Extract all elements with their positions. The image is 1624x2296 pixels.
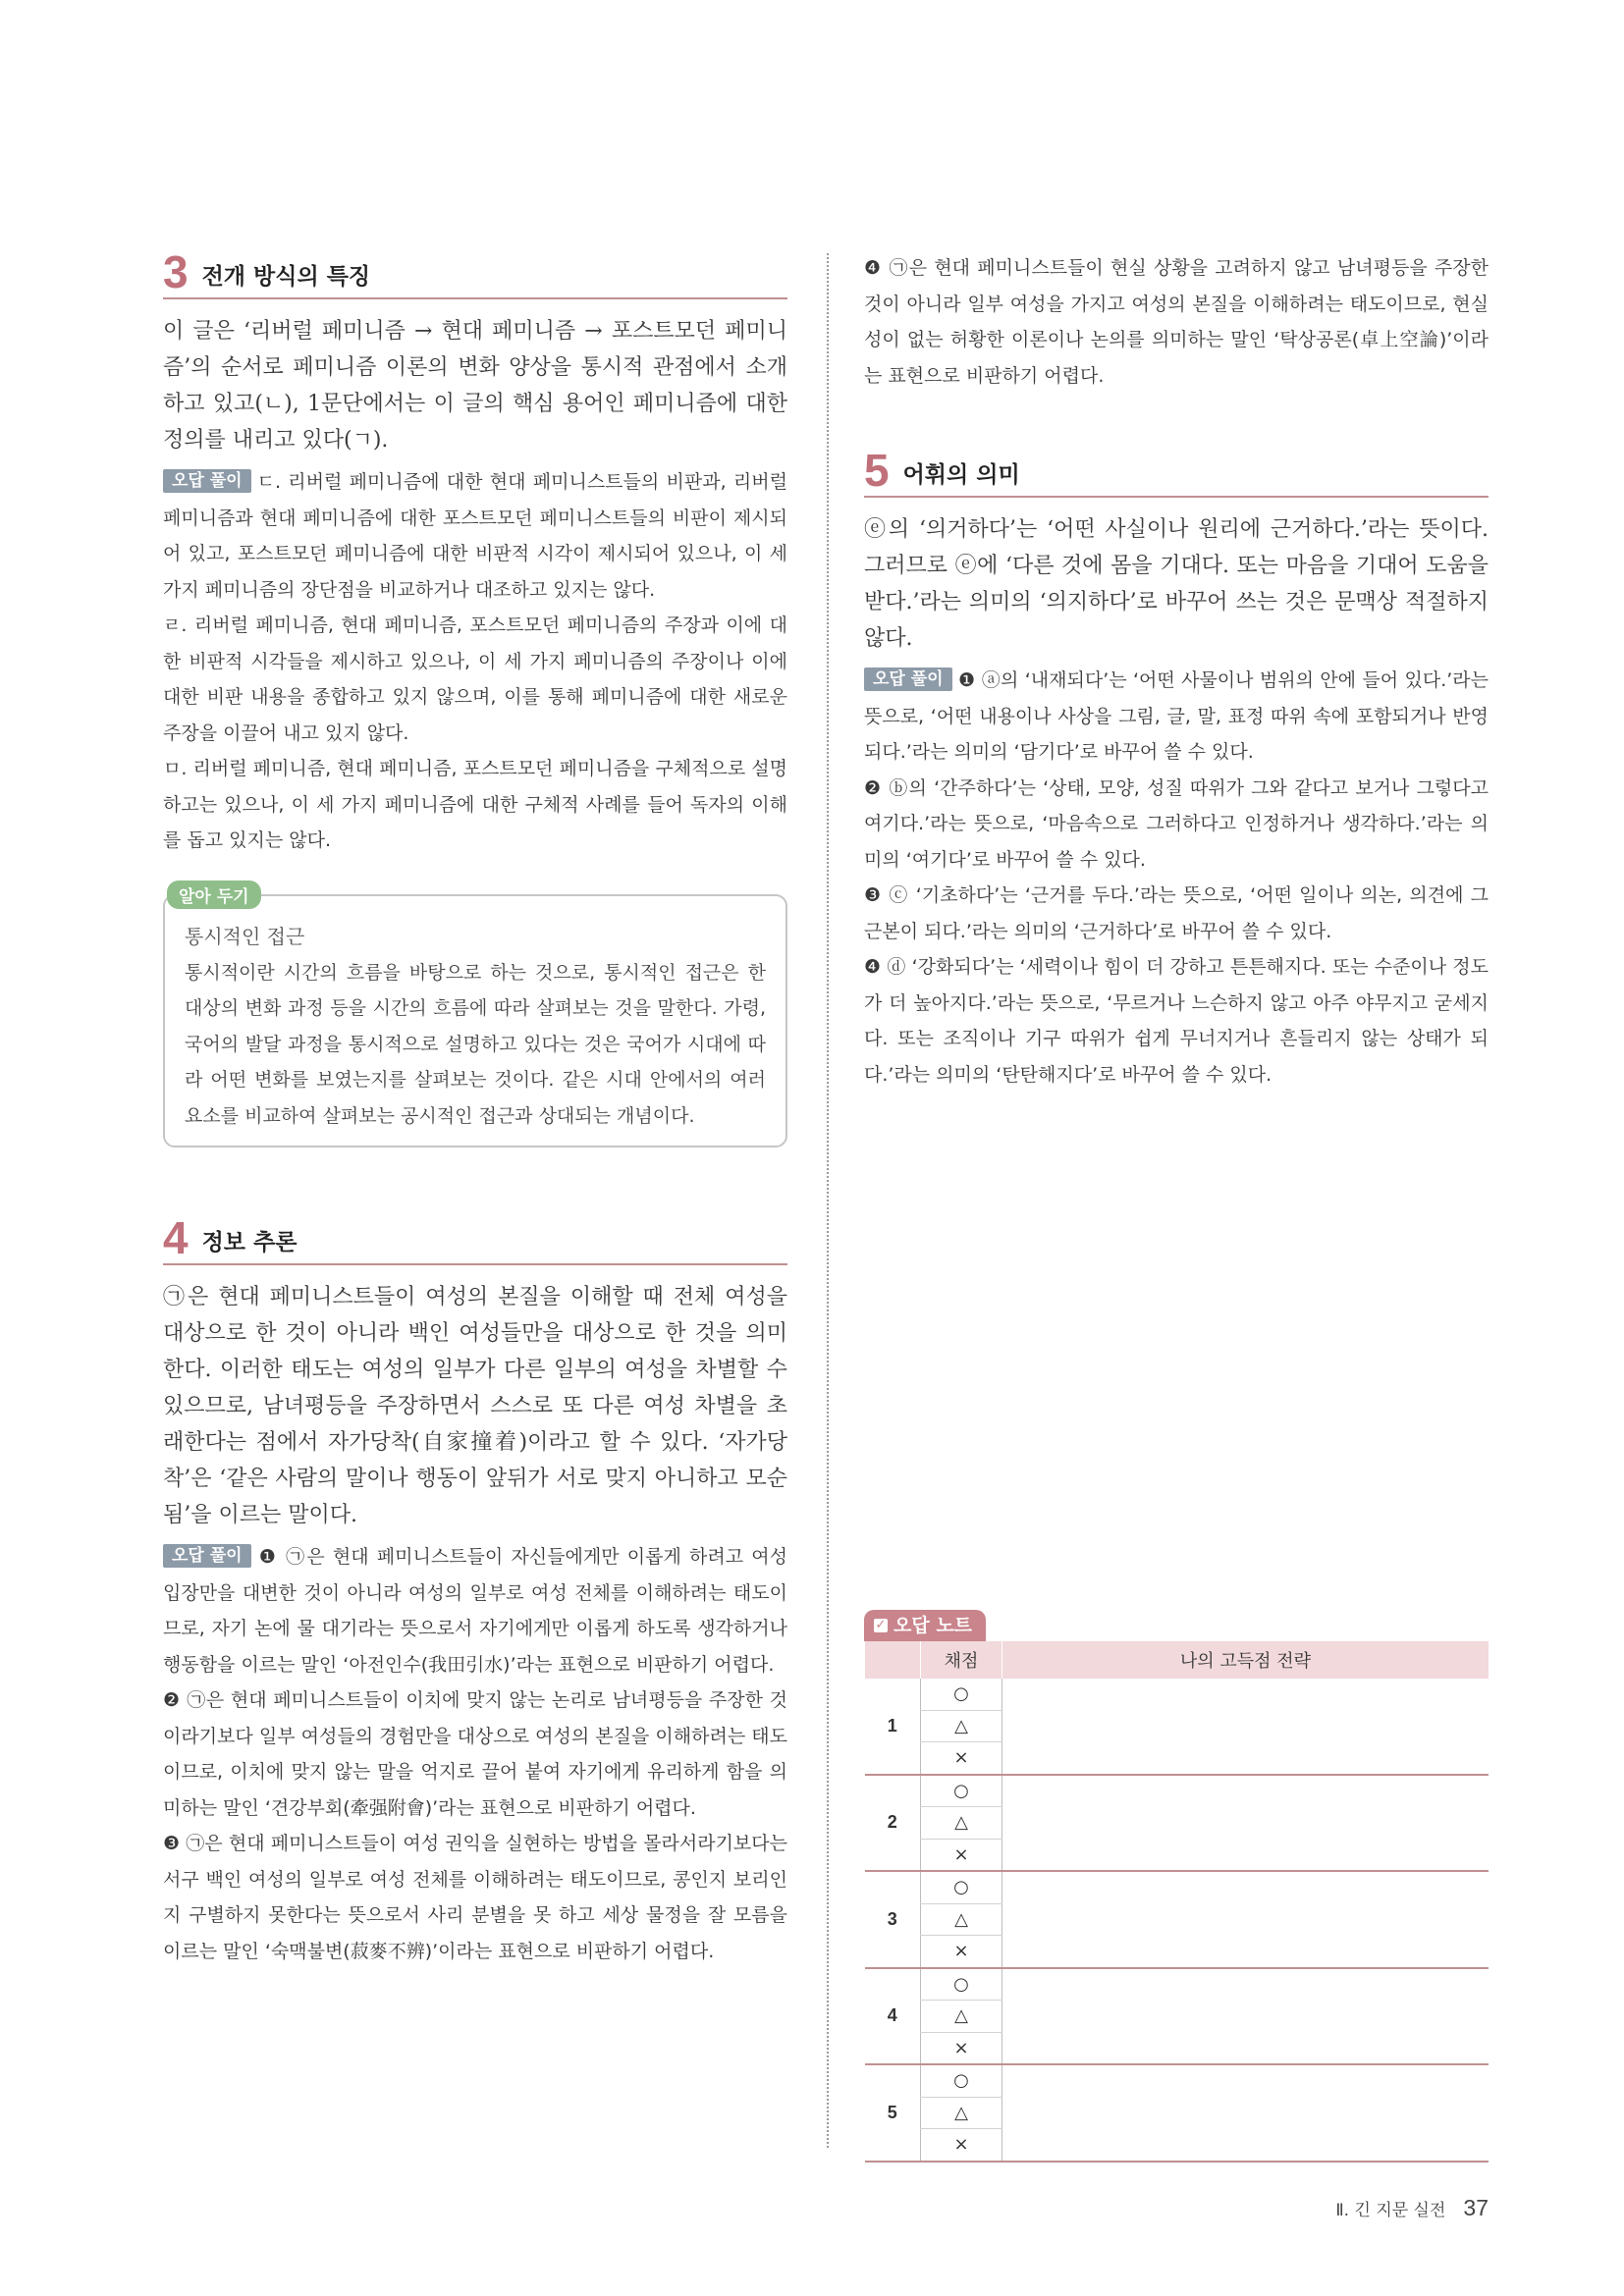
tip-box-body bbox=[163, 894, 787, 1148]
chapter-label: Ⅱ. 긴 지문 실전 bbox=[1335, 2201, 1446, 2220]
wrong-answer-badge: 오답 풀이 bbox=[163, 1544, 251, 1568]
column-header-strategy: 나의 고득점 전략 bbox=[1002, 1641, 1489, 1679]
right-column bbox=[864, 250, 1489, 1093]
section-3-body: 이 글은 ‘리버럴 페미니즘 → 현대 페미니즘 → 포스트모던 페미니즘’의 순서로 페미니즘 이론의 변화 양상을 통시적 관점에서 소개하고 있고(ㄴ), 1문단에서는 이 글의 핵심 용어인 페미니즘에 대한 정의를 내리고 있다(ㄱ). bbox=[163, 319, 787, 453]
score-mark-option[interactable]: ○ bbox=[921, 1871, 1002, 1903]
table-row bbox=[865, 2064, 1489, 2097]
score-mark-option[interactable]: △ bbox=[921, 2097, 1002, 2129]
tip-title: 통시적인 접근 bbox=[185, 924, 305, 948]
strategy-cell[interactable] bbox=[1002, 1968, 1489, 2065]
strategy-cell[interactable] bbox=[1002, 1871, 1489, 1968]
score-mark-option[interactable]: × bbox=[921, 1839, 1002, 1871]
section-title: 어휘의 의미 bbox=[902, 462, 1020, 488]
tip-box bbox=[163, 886, 787, 1148]
section-4-explanation bbox=[163, 1539, 787, 1969]
section-5-header bbox=[864, 445, 1489, 498]
score-mark-option[interactable]: △ bbox=[921, 1903, 1002, 1936]
score-mark-option[interactable]: × bbox=[921, 2129, 1002, 2162]
wrong-answer-badge: 오답 풀이 bbox=[163, 469, 251, 493]
score-mark-option[interactable]: △ bbox=[921, 1710, 1002, 1742]
question-number: 5 bbox=[865, 2064, 921, 2162]
review-note bbox=[864, 1610, 1489, 2163]
explanation-item: ㄹ. 리버럴 페미니즘, 현대 페미니즘, 포스트모던 페미니즘의 주장과 이에 대한 비판적 시각들을 제시하고 있으나, 이 세 가지 페미니즘의 주장이나 이에 대한 비판 내용을 종합하고 있지 않으며, 이를 통해 페미니즘에 대한 새로운 주장을 이끌어 내고 있지 않다. bbox=[163, 614, 787, 744]
review-note-tag bbox=[864, 1610, 986, 1641]
strategy-cell[interactable] bbox=[1002, 1775, 1489, 1872]
left-column bbox=[163, 246, 787, 1969]
strategy-cell[interactable] bbox=[1002, 1679, 1489, 1775]
tip-text: 통시적이란 시간의 흐름을 바탕으로 하는 것으로, 통시적인 접근은 한 대상의 변화 과정 등을 시간의 흐름에 따라 살펴보는 것을 말한다. 가령, 국어의 발달 과정을 통시적으로 설명하고 있다는 것은 국어가 시대에 따라 어떤 변화를 보였는지를 살펴보는 것이다. 같은 시대 안에서의 여러 요소를 비교하여 살펴보는 공시적인 접근과 상대되는 개념이다. bbox=[185, 961, 766, 1127]
section-number: 3 bbox=[163, 246, 189, 297]
page-number: 37 bbox=[1463, 2195, 1489, 2220]
table-row bbox=[865, 1871, 1489, 1903]
score-mark-option[interactable]: ○ bbox=[921, 1968, 1002, 2001]
explanation-item: ❶ ㉠은 현대 페미니스트들이 자신들에게만 이롭게 하려고 여성 입장만을 대변한 것이 아니라 여성의 일부로 여성 전체를 이해하려는 태도이므로, 자기 논에 물 대기라는 뜻으로서 자기에게만 이롭게 하도록 생각하거나 행동함을 이르는 말인 ‘아전인수(我田引水)’라는 표현으로 비판하기 어렵다. bbox=[163, 1546, 787, 1676]
score-mark-option[interactable]: △ bbox=[921, 2001, 1002, 2033]
section-title: 정보 추론 bbox=[201, 1230, 298, 1255]
explanation-item: ㄷ. 리버럴 페미니즘에 대한 현대 페미니스트들의 비판과, 리버럴 페미니즘과 현대 페미니즘에 대한 포스트모던 페미니스트들의 비판이 제시되어 있고, 포스트모던 페미니즘에 대한 비판적 시각이 제시되어 있으나, 이 세 가지 페미니즘의 장단점을 비교하거나 대조하고 있지는 않다. bbox=[163, 471, 787, 601]
explanation-item: ❸ ㉠은 현대 페미니스트들이 여성 권익을 실현하는 방법을 몰라서라기보다는 서구 백인 여성의 일부로 여성 전체를 이해하려는 태도이므로, 콩인지 보리인지 구별하지 못한다는 뜻으로서 사리 분별을 못 하고 세상 물정을 잘 모름을 이르는 말인 ‘숙맥불변(菽麥不辨)’이라는 표현으로 비판하기 어렵다. bbox=[163, 1833, 787, 1962]
explanation-item: ❷ ⓑ의 ‘간주하다’는 ‘상태, 모양, 성질 따위가 그와 같다고 보거나 그렇다고 여기다.’라는 뜻으로, ‘마음속으로 그러하다고 인정하거나 생각하다.’라는 의미의 ‘여기다’로 바꾸어 쓸 수 있다. bbox=[864, 776, 1489, 871]
section-title: 전개 방식의 특징 bbox=[201, 264, 371, 290]
section-4-body: ㉠은 현대 페미니스트들이 여성의 본질을 이해할 때 전체 여성을 대상으로 한 것이 아니라 백인 여성들만을 대상으로 한 것을 의미한다. 이러한 태도는 여성의 일부가 다른 일부의 여성을 차별할 수 있으므로, 남녀평등을 주장하면서 스스로 또 다른 여성 차별을 초래한다는 점에서 자가당착(自家撞着)이라고 할 수 있다. ‘자가당착’은 ‘같은 사람의 말이나 행동이 앞뒤가 서로 맞지 아니하고 모순됨’을 이르는 말이다. bbox=[163, 1285, 787, 1527]
explanation-item: ❷ ㉠은 현대 페미니스트들이 이치에 맞지 않는 논리로 남녀평등을 주장한 것이라기보다 일부 여성들의 경험만을 대상으로 여성의 본질을 이해하려는 태도이므로, 이치에 맞지 않는 말을 억지로 끌어 붙여 자기에게 유리하게 함을 의미하는 말인 ‘견강부회(牽强附會)’라는 표현으로 비판하기 어렵다. bbox=[163, 1689, 787, 1819]
score-mark-option[interactable]: × bbox=[921, 1742, 1002, 1775]
review-table bbox=[864, 1641, 1489, 2163]
question-number: 1 bbox=[865, 1679, 921, 1775]
table-row bbox=[865, 1968, 1489, 2001]
page-footer bbox=[1335, 2195, 1489, 2221]
review-note-title: 오답 노트 bbox=[893, 1615, 973, 1636]
question-number: 2 bbox=[865, 1775, 921, 1872]
question-number: 4 bbox=[865, 1968, 921, 2065]
section-4-explanation-continued bbox=[864, 250, 1489, 394]
section-3-explanation bbox=[163, 464, 787, 859]
score-mark-option[interactable]: ○ bbox=[921, 2064, 1002, 2097]
checkbox-icon: ✓ bbox=[875, 1618, 887, 1632]
section-5-body: ⓔ의 ‘의거하다’는 ‘어떤 사실이나 원리에 근거하다.’라는 뜻이다. 그러므로 ⓔ에 ‘다른 것에 몸을 기대다. 또는 마음을 기대어 도움을 받다.’라는 의미의 ‘의지하다’로 바꾸어 쓰는 것은 문맥상 적절하지 않다. bbox=[864, 517, 1489, 651]
explanation-item: ❹ ⓓ ‘강화되다’는 ‘세력이나 힘이 더 강하고 튼튼해지다. 또는 수준이나 정도가 더 높아지다.’라는 뜻으로, ‘무르거나 느슨하지 않고 아주 야무지고 굳세지다. 또는 조직이나 기구 따위가 쉽게 무너지거나 흔들리지 않는 상태가 되다.’라는 의미의 ‘탄탄해지다’로 바꾸어 쓸 수 있다. bbox=[864, 956, 1489, 1086]
table-row bbox=[865, 1775, 1489, 1807]
score-mark-option[interactable]: △ bbox=[921, 1807, 1002, 1840]
column-divider bbox=[827, 253, 829, 2148]
explanation-item: ❸ ⓒ ‘기초하다’는 ‘근거를 두다.’라는 뜻으로, ‘어떤 일이나 의논, 의견에 그 근본이 되다.’라는 의미의 ‘근거하다’로 바꾸어 쓸 수 있다. bbox=[864, 884, 1489, 942]
table-row bbox=[865, 1679, 1489, 1710]
explanation-item: ㅁ. 리버럴 페미니즘, 현대 페미니즘, 포스트모던 페미니즘을 구체적으로 설명하고는 있으나, 이 세 가지 페미니즘에 대한 구체적 사례를 들어 독자의 이해를 돕고 있지는 않다. bbox=[163, 758, 787, 851]
section-3-header bbox=[163, 246, 787, 299]
explanation-item: ❹ ㉠은 현대 페미니스트들이 현실 상황을 고려하지 않고 남녀평등을 주장한 것이 아니라 일부 여성을 가지고 여성의 본질을 이해하려는 태도이므로, 현실성이 없는 허황한 이론이나 논의를 의미하는 말인 ‘탁상공론(卓上空論)’이라는 표현으로 비판하기 어렵다. bbox=[864, 257, 1489, 387]
tip-tag: 알아 두기 bbox=[167, 881, 261, 909]
question-number: 3 bbox=[865, 1871, 921, 1968]
section-number: 4 bbox=[163, 1212, 189, 1263]
score-mark-option[interactable]: ○ bbox=[921, 1679, 1002, 1710]
explanation-item: ❶ ⓐ의 ‘내재되다’는 ‘어떤 사물이나 범위의 안에 들어 있다.’라는 뜻으로, ‘어떤 내용이나 사상을 그림, 글, 말, 표정 따위 속에 포함되거나 반영되다.’라는 의미의 ‘담기다’로 바꾸어 쓸 수 있다. bbox=[864, 669, 1489, 763]
column-header-score: 채점 bbox=[921, 1641, 1002, 1679]
section-5-explanation bbox=[864, 663, 1489, 1093]
section-4-header bbox=[163, 1212, 787, 1265]
section-number: 5 bbox=[864, 445, 890, 496]
score-mark-option[interactable]: × bbox=[921, 2032, 1002, 2064]
wrong-answer-badge: 오답 풀이 bbox=[864, 667, 952, 691]
score-mark-option[interactable]: ○ bbox=[921, 1775, 1002, 1807]
strategy-cell[interactable] bbox=[1002, 2064, 1489, 2162]
score-mark-option[interactable]: × bbox=[921, 1936, 1002, 1968]
